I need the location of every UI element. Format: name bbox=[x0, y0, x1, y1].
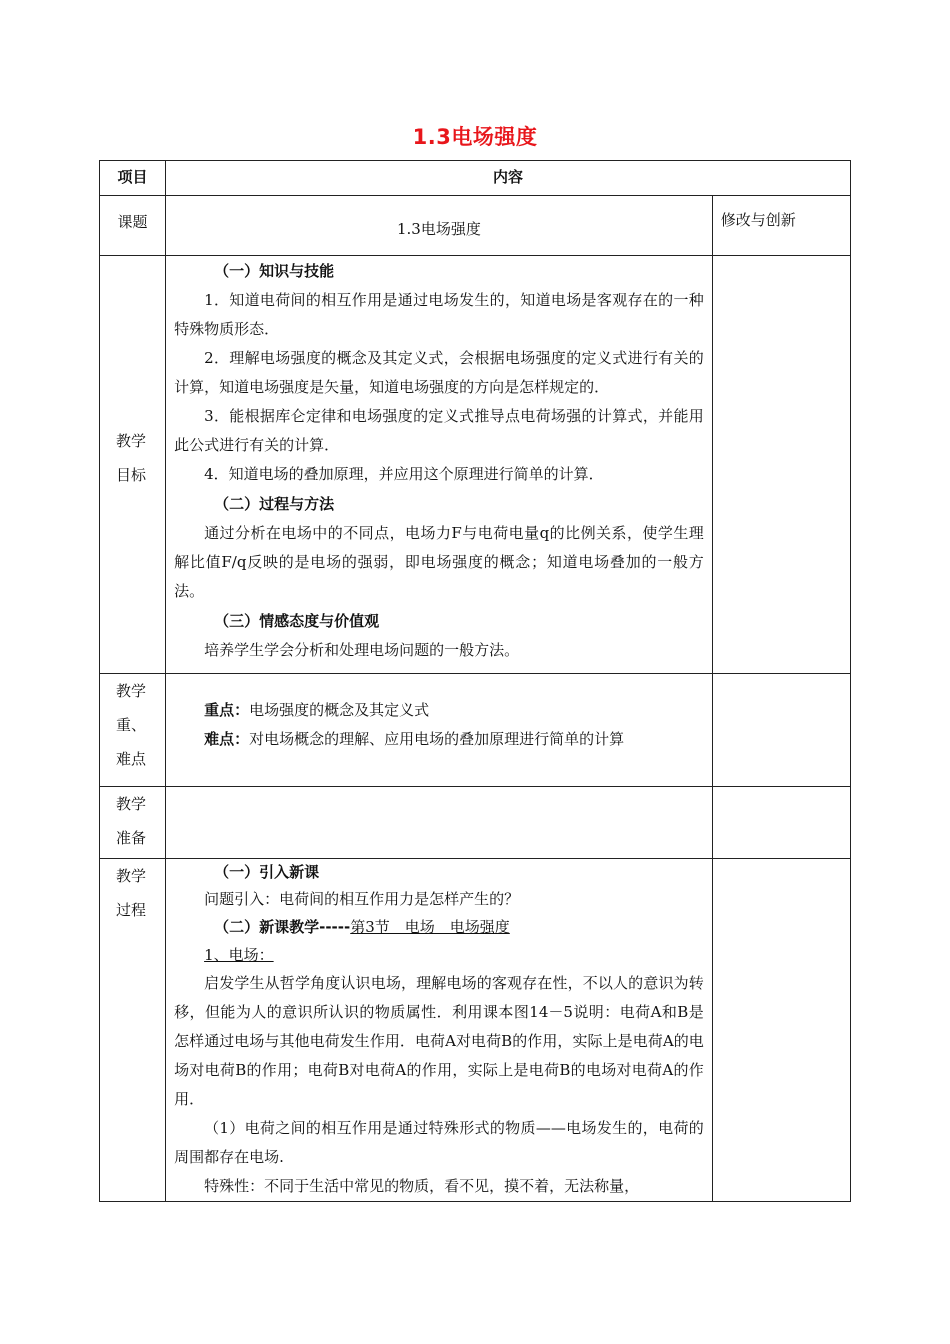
prep-notes bbox=[712, 787, 850, 859]
subheading: 1、电场： bbox=[204, 946, 274, 964]
lesson-plan-table bbox=[99, 160, 851, 1202]
objectives-row bbox=[100, 256, 851, 674]
objectives-label: 教学 目标 bbox=[100, 256, 166, 674]
prep-content bbox=[166, 787, 713, 859]
paragraph: 4．知道电场的叠加原理，并应用这个原理进行简单的计算． bbox=[204, 465, 604, 483]
prep-row bbox=[100, 787, 851, 859]
key-point: 重点：电场强度的概念及其定义式 bbox=[204, 701, 430, 719]
paragraph: 问题引入：电荷间的相互作用力是怎样产生的？ bbox=[204, 890, 520, 908]
paragraph: 2．理解电场强度的概念及其定义式，会根据电场强度的定义式进行有关的计算，知道电场强度是矢量，知道电场强度的方向是怎样规定的． bbox=[174, 349, 704, 396]
paragraph: （1）电荷之间的相互作用是通过特殊形式的物质——电场发生的，电荷的周围都存在电场. bbox=[174, 1119, 704, 1166]
paragraph: 3．能根据库仑定律和电场强度的定义式推导点电荷场强的计算式，并能用此公式进行有关的计算． bbox=[174, 407, 704, 454]
section-heading: （二）过程与方法 bbox=[214, 495, 335, 513]
difficult-point: 难点：对电场概念的理解、应用电场的叠加原理进行简单的计算 bbox=[204, 730, 625, 748]
topic-row bbox=[100, 196, 851, 256]
paragraph: 通过分析在电场中的不同点，电场力F与电荷电量q的比例关系，使学生理解比值F/q反映的是电场的强弱，即电场强度的概念；知道电场叠加的一般方法。 bbox=[174, 524, 704, 600]
topic-label: 课题 bbox=[100, 196, 166, 256]
section-heading: （一）知识与技能 bbox=[214, 262, 335, 280]
objectives-notes bbox=[712, 256, 850, 674]
header-row bbox=[100, 161, 851, 196]
topic-value: 1.3电场强度 bbox=[166, 196, 713, 256]
section-heading: （三）情感态度与价值观 bbox=[214, 612, 380, 630]
header-content: 内容 bbox=[166, 161, 851, 196]
paragraph: 1．知道电荷间的相互作用是通过电场发生的，知道电场是客观存在的一种特殊物质形态． bbox=[174, 291, 704, 338]
focus-notes bbox=[712, 674, 850, 787]
process-notes bbox=[712, 859, 850, 1202]
page-title: 1.3电场强度 bbox=[412, 125, 538, 149]
section-heading: （一）引入新课 bbox=[214, 863, 320, 881]
process-content bbox=[166, 859, 713, 1202]
focus-row bbox=[100, 674, 851, 787]
objectives-content bbox=[166, 256, 713, 674]
header-item: 项目 bbox=[100, 161, 166, 196]
paragraph: 启发学生从哲学角度认识电场，理解电场的客观存在性，不以人的意识为转移，但能为人的意识所认识的物质属性．利用课本图14－5说明：电荷A和B是怎样通过电场与其他电荷发生作用．电荷A对电荷B的作用，实际上是电荷A的电场对电荷B的作用；电荷B对电荷A的作用，实际上是电荷B的电场对电荷A的作用． bbox=[174, 974, 704, 1108]
paragraph: 培养学生学会分析和处理电场问题的一般方法。 bbox=[204, 641, 520, 659]
paragraph: 特殊性：不同于生活中常见的物质，看不见，摸不着，无法称量， bbox=[204, 1177, 640, 1195]
section-heading: （二）新课教学-----第3节 电场 电场强度 bbox=[214, 918, 510, 936]
prep-label: 教学 准备 bbox=[100, 787, 166, 859]
revision-header: 修改与创新 bbox=[712, 196, 850, 256]
focus-label: 教学 重、 难点 bbox=[100, 674, 166, 787]
process-row bbox=[100, 859, 851, 1202]
focus-content bbox=[166, 674, 713, 787]
process-label: 教学 过程 bbox=[100, 859, 166, 1202]
